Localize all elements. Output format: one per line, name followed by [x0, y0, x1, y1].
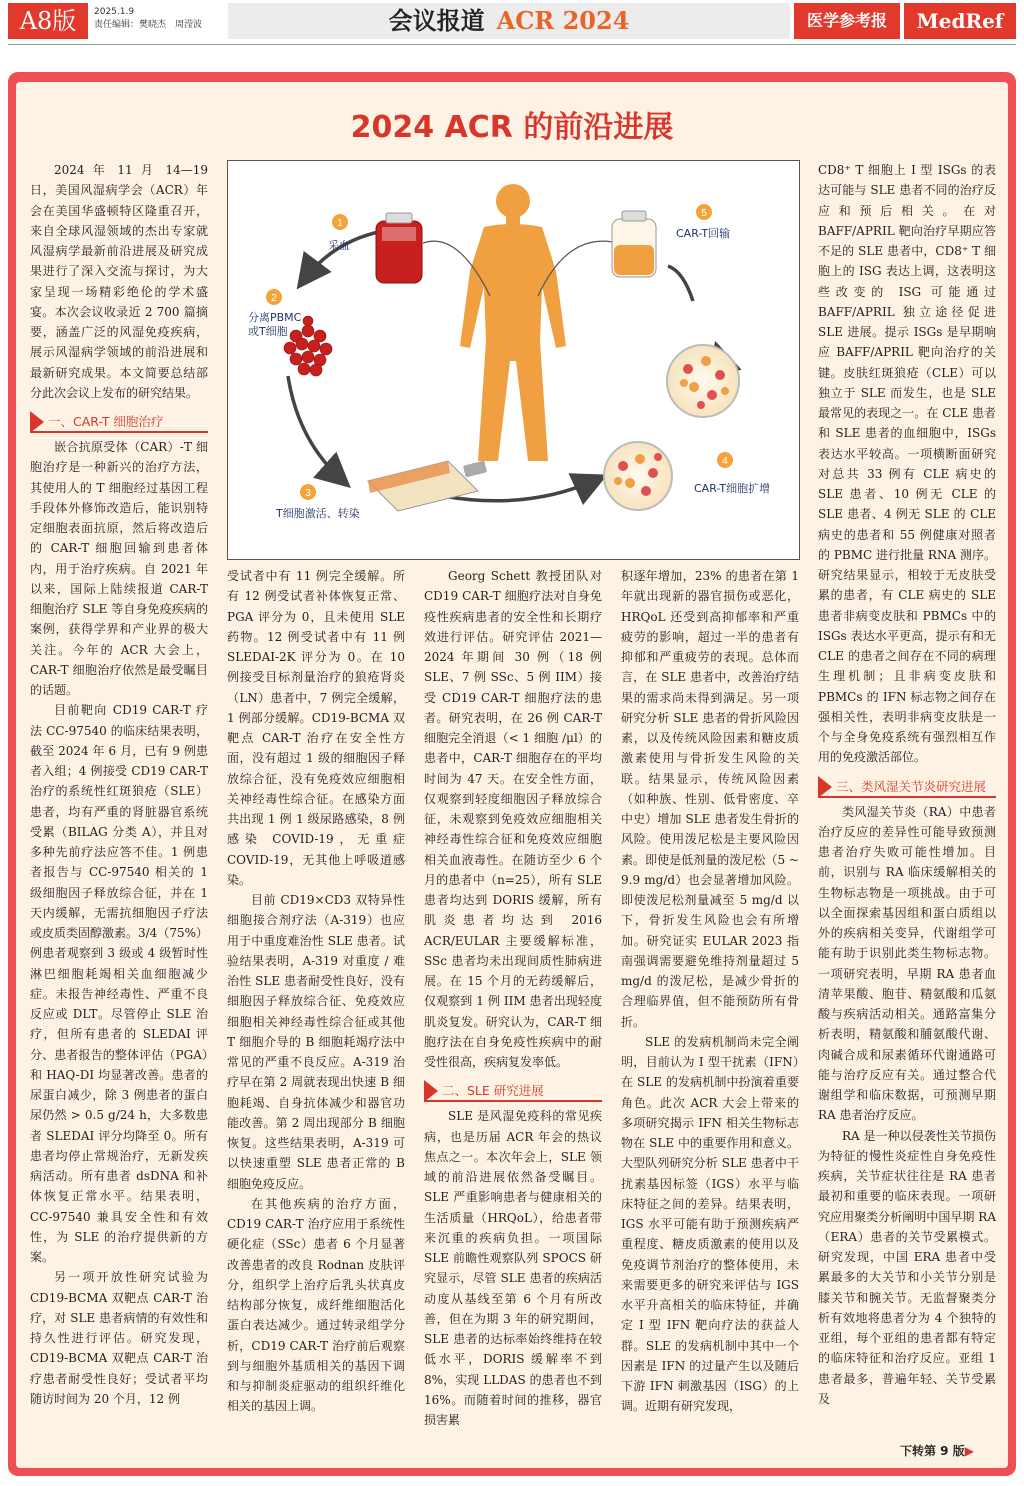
section-heading-text: 三、类风湿关节炎研究进展 — [836, 778, 987, 794]
step-5-label: CAR-T回输 — [676, 227, 731, 240]
infusion-bag-icon — [612, 211, 656, 277]
human-body-icon — [460, 184, 566, 461]
section-title: 会议报道 — [388, 6, 485, 35]
section-marker-icon — [818, 776, 832, 798]
continue-text: 下转第 9 版 — [900, 1444, 965, 1458]
step-1-number: 1 — [337, 218, 343, 229]
car-t-process-figure — [227, 160, 800, 560]
paragraph: SLE 的发病机制尚未完全阐明，目前认为 I 型干扰素（IFN）在 SLE 的发病机制中扮演着重要角色。此次 ACR 大会上带来的多项研究揭示 IFN 相关生物标志物在 SLE 中的重要作用和意义。大型队列研究分析 SLE 患者中干扰素基因标签（IGS）水平与临床特征之间的差异。结果表明，IGS 水平可能有助于预测疾病严重程度、糖皮质激素的使用以及免疫调节剂治疗的整体使用，未来需要更多的研究来评估与 IGS 水平升高相关的临床特征，并确定 I 型 IFN 靶向疗法的获益人群。SLE 的发病机制中其中一个因素是 IFN 的过量产生以及随后下游 IFN 刺激基因（ISG）的上调。近期有研究发现， — [621, 1034, 799, 1414]
section-marker-icon — [30, 411, 44, 433]
blood-bag-icon — [376, 213, 422, 283]
step-5-number: 5 — [701, 208, 707, 219]
paragraph: 目前靶向 CD19 CAR-T 疗法 CC-97540 的临床结果表明，截至 2024 年 6 月，已有 9 例患者入组；4 例接受 CD19 CAR-T 治疗的系统性红斑狼疮（SLE）患者，均有严重的肾脏器官系统受累（BILAG 分类 A），并且对多种先前疗法应答不佳。1 例患者报告与 CC-97540 相关的 1 级细胞因子释放综合征，并在 1 天内缓解，无需抗细胞因子疗法或皮质类固醇激素。3/4（75%）例患者观察到 3 级或 4 级暂时性淋巴细胞耗竭相关血细胞减少症。未报告神经毒性、严重不良反应或 DLT。尽管停止 SLE 治疗，但所有患者的 SLEDAI 评分、患者报告的整体评估（PGA）和 HAQ-DI 均显著改善。患者的尿蛋白减少，除 3 例患者的蛋白尿仍然 > 0.5 g/24 h，大多数患者 SLEDAI 评分均降至 0。所有患者均停止常规治疗，无新发疾病活动。所有患者 dsDNA 和补体恢复正常水平。结果表明，CC-97540 兼具安全性和有效性，为 SLE 的治疗提供新的方案。 — [30, 703, 208, 1264]
step-1-label: 采血 — [328, 239, 350, 252]
paragraph: 目前 CD19×CD3 双特异性细胞接合剂疗法（A-319）也应用于中重度难治性 SLE 患者。试验结果表明，A-319 对重度 / 难治性 SLE 患者耐受性良好，没有细胞因子释放综合征、免疫效应细胞相关神经毒性综合征或其他 T 细胞介导的 B 细胞耗竭疗法中常见的严重不良反应。A-319 治疗早在第 2 周就表现出快速 B 细胞耗竭、自身抗体减少和器官功能改善。第 2 周出现部分 B 细胞恢复。这些结果表明，A-319 可以快速重塑 SLE 患者正常的 B 细胞免疫反应。 — [227, 893, 405, 1191]
brand-cn-logo: 医学参考报 — [794, 3, 900, 39]
car-t-cycle-diagram — [228, 161, 798, 558]
section-underline — [30, 431, 208, 433]
issue-meta — [94, 6, 202, 32]
paragraph: 另一项开放性研究试验为 CD19-BCMA 双靶点 CAR-T 治疗，对 SLE 患者病情的有效性和持久性进行评估。研究发现，CD19-BCMA 双靶点 CAR-T 治疗患者耐受性良好；受试者平均随访时间为 20 个月，12 例 — [30, 1270, 208, 1406]
step-3-label: T细胞激活、转染 — [276, 507, 360, 520]
masthead — [0, 0, 1024, 44]
culture-flask-icon — [368, 461, 487, 511]
column-4 — [621, 566, 799, 1417]
brand-en-logo: MedRef — [904, 3, 1016, 39]
step-4-label: CAR-T细胞扩增 — [694, 482, 771, 495]
paragraph: 在其他疾病的治疗方面，CD19 CAR-T 治疗应用于系统性硬化症（SSc）患者 6 个月显著改善患者的改良 Rodnan 皮肤评分，组织学上治疗后乳头状真皮结构部分恢复，成纤维细胞活化蛋白表达减少。通过转录组学分析，CD19 CAR-T 治疗前后观察到与细胞外基质相关的基因下调和与抑制炎症驱动的组织纤维化相关的基因上调。 — [227, 1196, 405, 1414]
paragraph: SLE 是风湿免疫科的常见疾病，也是历届 ACR 年会的热议焦点之一。本次年会上，SLE 领域的前沿进展依然备受瞩目。SLE 严重影响患者与健康相关的生活质量（HRQoL），给患者带来沉重的疾病负担。一项国际 SLE 前瞻性观察队列 SPOCS 研究显示，尽管 SLE 患者的疾病活动度从基线至第 6 个月有所改善，但在为期 3 年的研究期间，SLE 患者的达标率始终维持在较低水平，DORIS 缓解率不到 8%，实现 LLDAS 的患者也不到 16%。而随着时间的推移，器官损害累 — [424, 1109, 602, 1427]
paragraph: 嵌合抗原受体（CAR）-T 细胞治疗是一种新兴的治疗方法，其使用人的 T 细胞经过基因工程手段体外修饰改造后，能识别特定细胞表面抗原，然后将改造后的 CAR-T 细胞回输到患者体内，用于治疗疾病。自 2021 年以来，国际上陆续报道 CAR-T 细胞治疗 SLE 等自身免疫疾病的案例，获得学界和产业界的极大关注。今年的 ACR 大会上，CAR-T 细胞治疗依然是最受瞩目的话题。 — [30, 440, 208, 697]
step-2-label-line1: 分离PBMC — [248, 311, 302, 324]
section-underline — [818, 796, 996, 798]
step-3-number: 3 — [305, 488, 311, 499]
section-heading-1 — [30, 411, 208, 433]
section-marker-icon — [424, 1080, 438, 1102]
section-heading-3 — [818, 776, 996, 798]
section-subtitle: ACR 2024 — [496, 6, 630, 35]
section-heading-text: 二、SLE 研究进展 — [442, 1083, 544, 1099]
pbmc-cluster-icon — [284, 316, 332, 376]
petri-dish-icon — [604, 442, 672, 510]
article-title: 2024 ACR 的前沿进展 — [350, 110, 674, 145]
cycle-arrow — [288, 376, 343, 481]
step-4-number: 4 — [722, 456, 728, 467]
issue-editors: 责任编辑：樊晓杰 周滢波 — [94, 20, 203, 30]
column-2 — [227, 566, 405, 1417]
petri-dish-icon — [667, 345, 739, 417]
paragraph: CD8⁺ T 细胞上 I 型 ISGs 的表达可能与 SLE 患者不同的治疗反应和预后相关。在对 BAFF/APRIL 靶向治疗早期应答不足的 SLE 患者中，CD8⁺ T 细胞上的 ISG 表达上调，这表明这些改变的 ISG 可能通过 BAFF/APRIL 独立途径促进 SLE 进展。提示 ISGs 是早期响应 BAFF/APRIL 靶向治疗的关键。皮肤红斑狼疮（CLE）可以独立于 SLE 而发生，也是 SLE 最常见的表现之一。在 CLE 患者和 SLE 患者的血细胞中，ISGs 表达水平较高。一项横断面研究对总共 33 例有 CLE 病史的 SLE 患者、10 例无 CLE 的 SLE 患者、4 例无 SLE 的 CLE 病史的患者和 55 例健康对照者的 PBMC 进行批量 RNA 测序。研究结果显示，相较于无皮肤受累的患者，有 CLE 病史的 SLE 患者非病变皮肤和 PBMCs 中的 ISGs 表达水平更高，提示有和无 CLE 的患者之间存在不同的病理生理机制；且非病变皮肤和 PBMCs 的 IFN 标志物之间存在强相关性，表明非病变皮肤是一个与全身免疫系统有强烈相互作用的免疫激活部位。 — [818, 163, 996, 765]
paragraph: RA 是一种以侵袭性关节损伤为特征的慢性炎症性自身免疫性疾病，关节症状往往是 RA 患者最初和重要的临床表现。一项研究应用聚类分析阐明中国早期 RA（ERA）患者的关节受累模式。研究发现，中国 ERA 患者中受累最多的大关节和小关节分别是膝关节和腕关节。无监督聚类分析有效地将患者分为 4 个独特的亚组，每个亚组的患者都有特定的临床特征和治疗反应。亚组 1 患者最多，普遍年轻、关节受累及 — [818, 1128, 996, 1406]
step-2-label-line2: 或T细胞 — [248, 325, 288, 338]
column-5 — [818, 160, 996, 1409]
paragraph: Georg Schett 教授团队对 CD19 CAR-T 细胞疗法对自身免疫性疾病患者的安全性和长期疗效进行评估。研究评估 2021—2024 年期间 30 例（18 例 SLE、7 例 SSc、5 例 IIM）接受 CD19 CAR-T 细胞疗法的患者。研究表明，在 26 例 CAR-T 细胞完全消退（< 1 细胞 /μl）的患者中，CAR-T 细胞存在的平均时间为 47 天。在安全性方面，仅观察到轻度细胞因子释放综合征，未观察到免疫效应细胞相关神经毒性综合征和免疫效应细胞相关血液毒性。在随访至少 6 个月的患者中（n=25），所有 SLE 患者均达到 DORIS 缓解，所有肌炎患者均达到 2016 ACR/EULAR 主要缓解标准，SSc 患者均未出现间质性肺病进展。在 15 个月的无药缓解后，仅观察到 1 例 IIM 患者出现轻度肌炎复发。研究认为，CAR-T 细胞疗法在自身免疫性疾病中的耐受性很高，疾病复发率低。 — [424, 569, 602, 1069]
paragraph: 类风湿关节炎（RA）中患者治疗反应的差异性可能导致预测患者治疗失败可能性增加。目前，识别与 RA 临床缓解相关的生物标志物是一项挑战。由于可以全面探索基因组和蛋白质组以外的疾病相关变异，代谢组学可能有助于识别此类生物标志物。一项研究表明，早期 RA 患者血清苹果酸、胞苷、精氨酸和瓜氨酸与疾病活动相关。通路富集分析表明，精氨酸和脯氨酸代谢、肉碱合成和尿素循环代谢通路可能与治疗反应有关。通过整合代谢组学和临床数据，可预测早期 RA 患者治疗反应。 — [818, 804, 996, 1123]
column-3 — [424, 566, 602, 1430]
header-rule — [8, 44, 1016, 45]
column-1 — [30, 160, 208, 1409]
section-bar — [228, 3, 790, 39]
play-arrow-icon: ▶ — [964, 1444, 974, 1458]
section-underline — [424, 1100, 602, 1102]
section-heading-text: 一、CAR-T 细胞治疗 — [48, 414, 164, 429]
section-heading-2 — [424, 1080, 602, 1102]
intro-paragraph: 2024 年 11 月 14—19 日，美国风湿病学会（ACR）年会在美国华盛顿特区隆重召开，来自全球风湿领域的杰出专家就风湿病学最新前沿进展及研究成果进行了深入交流与探讨，为大家呈现一场精彩绝伦的学术盛宴。本次会议收录近 2 700 篇摘要，涵盖广泛的风湿免疫疾病，展示风湿病学领域的前沿进展和最新研究成果。本文简要总结部分此次会议上发布的研究结果。 — [30, 163, 208, 400]
paragraph: 受试者中有 11 例完全缓解。所有 12 例受试者补体恢复正常、PGA 评分为 0，且未使用 SLE 药物。12 例受试者中有 11 例 SLEDAI-2K 评分为 0。在 10 例接受目标剂量治疗的狼疮肾炎（LN）患者中，7 例完全缓解，1 例部分缓解。CD19-BCMA 双靶点 CAR-T 治疗在安全性方面，没有超过 1 级的细胞因子释放综合征，没有免疫效应细胞相关神经毒性综合征。在感染方面共出现 1 例 1 级尿路感染，8 例感染 COVID-19，无重症 COVID-19，无其他上呼吸道感染。 — [227, 569, 405, 887]
issue-date: 2025.1.9 — [94, 7, 135, 17]
paragraph: 积逐年增加，23% 的患者在第 1 年就出现新的器官损伤或恶化，HRQoL 还受到高抑郁率和严重疲劳的影响，超过一半的患者有抑郁和严重疲劳的表现。总体而言，在 SLE 患者中，改善治疗结果的需求尚未得到满足。另一项研究分析 SLE 患者的骨折风险因素，以及传统风险因素和糖皮质激素使用与骨折发生风险的关联。结果显示，传统风险因素（如种族、性别、低骨密度、卒中史）增加 SLE 患者发生骨折的风险。使用泼尼松是主要风险因素。即使是低剂量的泼尼松（5 ~ 9.9 mg/d）也会显著增加风险。即使泼尼松剂量减至 5 mg/d 以下，骨折发生风险也会有所增加。研究证实 EULAR 2023 指南强调需要避免维持剂量超过 5 mg/d 的泼尼松，是减少骨折的合理临界值，但不能预防所有骨折。 — [621, 569, 799, 1029]
cycle-arrow — [668, 266, 693, 301]
step-2-number: 2 — [271, 293, 277, 304]
edition-badge: A8版 — [8, 3, 88, 39]
continued-on-page[interactable] — [900, 1442, 974, 1459]
